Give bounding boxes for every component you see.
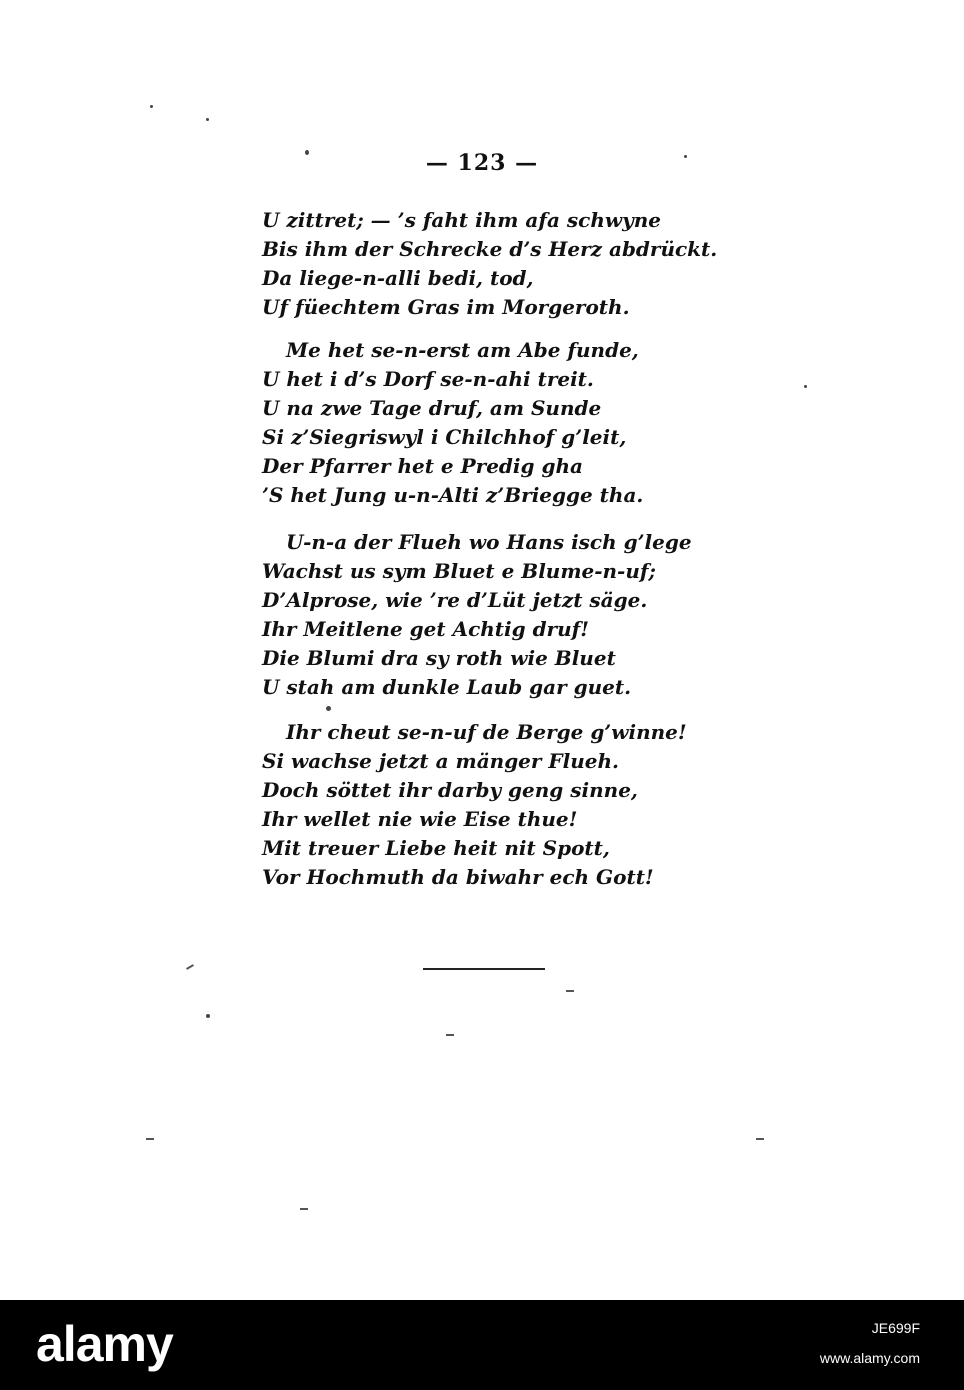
- scan-speck: [305, 150, 309, 155]
- scan-speck: [146, 1138, 154, 1140]
- poem-line: Da liege-n-alli bedi, tod,: [262, 266, 534, 290]
- poem-line: Ihr Meitlene get Achtig druf!: [262, 617, 590, 641]
- scan-speck: [150, 105, 153, 108]
- poem-line: Si z’Siegriswyl i Chilchhof g’leit,: [262, 425, 627, 449]
- stanza-3: [262, 528, 692, 702]
- scan-speck: [756, 1138, 764, 1140]
- poem-line: Si wachse jetzt a mänger Flueh.: [262, 749, 619, 773]
- alamy-logo: alamy: [36, 1316, 173, 1372]
- poem-line: Ihr cheut se-n-uf de Berge g’winne!: [286, 720, 687, 744]
- scan-speck: [446, 1034, 454, 1036]
- scan-speck: [566, 990, 574, 992]
- end-rule: [423, 968, 545, 970]
- poem-line: Me het se-n-erst am Abe funde,: [286, 338, 639, 362]
- poem-line: Doch söttet ihr darby geng sinne,: [262, 778, 638, 802]
- poem-line: Uf füechtem Gras im Morgeroth.: [262, 295, 630, 319]
- poem-line: Bis ihm der Schrecke d’s Herz abdrückt.: [262, 237, 718, 261]
- image-id: JE699F: [871, 1320, 920, 1336]
- stanza-2: [262, 336, 662, 510]
- poem-line: Mit treuer Liebe heit nit Spott,: [262, 836, 610, 860]
- poem-line: U na zwe Tage druf, am Sunde: [262, 396, 602, 420]
- poem-line: D’Alprose, wie ’re d’Lüt jetzt säge.: [262, 588, 648, 612]
- scan-speck: [804, 385, 807, 388]
- scan-speck: [186, 964, 194, 970]
- poem-line: Vor Hochmuth da biwahr ech Gott!: [262, 865, 654, 889]
- poem-line: Der Pfarrer het e Predig gha: [262, 454, 583, 478]
- poem-line: U stah am dunkle Laub gar guet.: [262, 675, 632, 699]
- poem-line: U zittret; — ’s faht ihm afa schwyne: [262, 208, 661, 232]
- poem-line: Wachst us sym Bluet e Blume-n-uf;: [262, 559, 656, 583]
- poem-line: ’S het Jung u-n-Alti z’Briegge tha.: [262, 483, 644, 507]
- watermark-url: www.alamy.com: [819, 1350, 920, 1366]
- scan-speck: [326, 706, 331, 711]
- stanza-4: [262, 718, 687, 892]
- scan-speck: [206, 1014, 210, 1018]
- scan-speck: [206, 118, 209, 121]
- page-number: — 123 —: [425, 150, 539, 176]
- stanza-1: [262, 206, 718, 322]
- poem-line: U-n-a der Flueh wo Hans isch g’lege: [286, 530, 692, 554]
- scan-speck: [300, 1208, 308, 1210]
- poem-line: Ihr wellet nie wie Eise thue!: [262, 807, 578, 831]
- poem-line: U het i d’s Dorf se-n-ahi treit.: [262, 367, 594, 391]
- scan-speck: [684, 155, 687, 158]
- poem-line: Die Blumi dra sy roth wie Bluet: [262, 646, 616, 670]
